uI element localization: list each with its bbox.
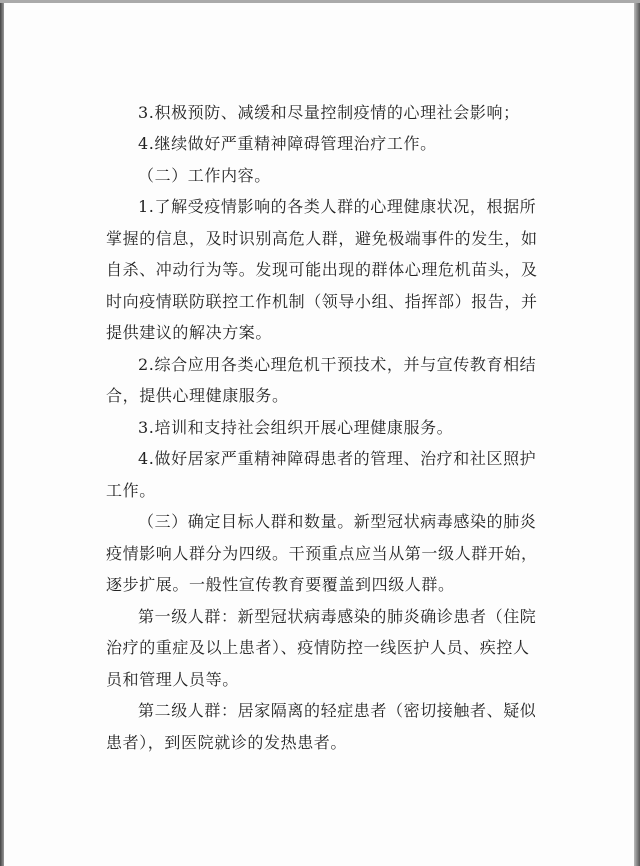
text-line: 逐步扩展。一般性宣传教育要覆盖到四级人群。 [106, 575, 455, 594]
text-line: 提供建议的解决方案。 [106, 323, 273, 342]
text-line: 4.继续做好严重精神障碍管理治疗工作。 [138, 134, 437, 153]
scan-edge-right [634, 0, 640, 866]
scan-edge-left [0, 0, 4, 866]
text-line: 患者），到医院就诊的发热患者。 [106, 733, 348, 752]
section-heading: （二）工作内容。 [138, 166, 271, 185]
text-line: 时向疫情联防联控工作机制（领导小组、指挥部）报告，并 [106, 292, 538, 311]
text-line: 员和管理人员等。 [106, 670, 239, 689]
section-heading: （三）确定目标人群和数量。新型冠状病毒感染的肺炎 [138, 512, 537, 531]
text-line: 掌握的信息，及时识别高危人群，避免极端事件的发生，如 [106, 229, 538, 248]
text-line: 疫情影响人群分为四级。干预重点应当从第一级人群开始， [106, 544, 538, 563]
text-line: 治疗的重症及以上患者）、疫情防控一线医护人员、疾控人 [106, 638, 530, 657]
text-line: 合，提供心理健康服务。 [106, 386, 289, 405]
text-line: 第二级人群：居家隔离的轻症患者（密切接触者、疑似 [138, 701, 537, 720]
text-line: 1.了解受疫情影响的各类人群的心理健康状况，根据所 [138, 197, 537, 216]
text-line: 3.积极预防、减缓和尽量控制疫情的心理社会影响； [138, 103, 520, 122]
scan-edge-top [0, 0, 640, 3]
text-line: 4.做好居家严重精神障碍患者的管理、治疗和社区照护 [138, 449, 537, 468]
text-line: 3.培训和支持社会组织开展心理健康服务。 [138, 418, 454, 437]
text-line: 第一级人群：新型冠状病毒感染的肺炎确诊患者（住院 [138, 607, 537, 626]
text-line: 自杀、冲动行为等。发现可能出现的群体心理危机苗头，及 [106, 260, 538, 279]
text-line: 2.综合应用各类心理危机干预技术，并与宣传教育相结 [138, 355, 537, 374]
text-line: 工作。 [106, 481, 156, 500]
